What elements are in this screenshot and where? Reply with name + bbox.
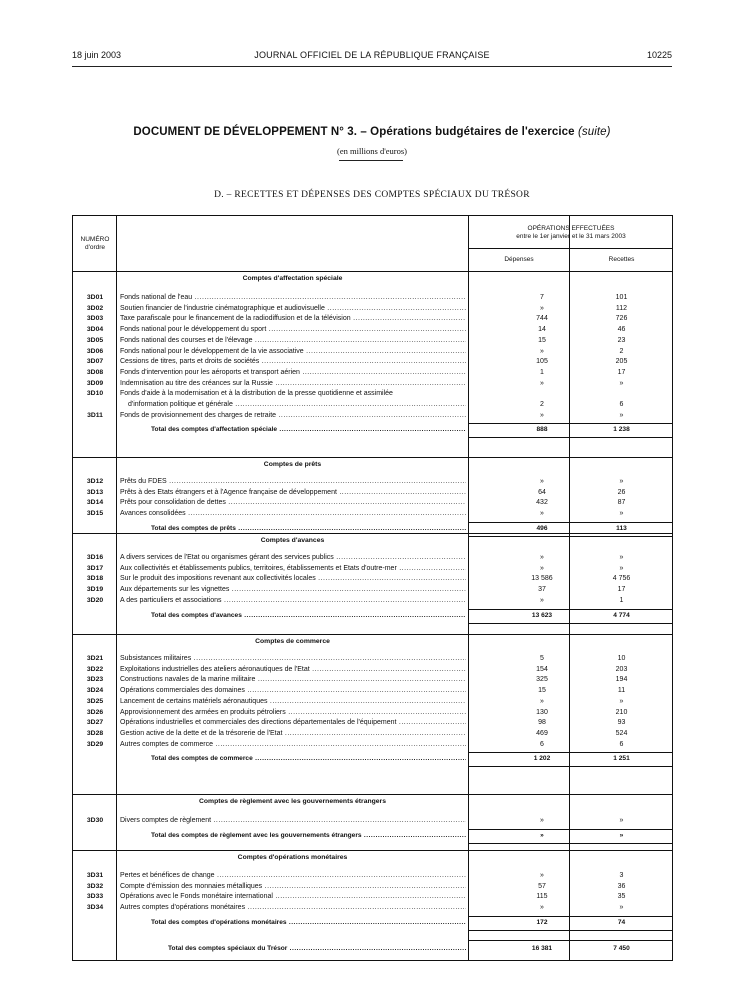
total-recettes: 74 (617, 918, 626, 926)
recettes-value: » (619, 817, 624, 824)
total-depenses: 172 (536, 918, 548, 926)
account-code: 3D15 (86, 510, 104, 518)
table-row (73, 574, 673, 585)
depenses-value: » (540, 510, 544, 518)
depenses-value: » (540, 697, 544, 705)
account-label: Fonds national de l'eau ..... (120, 293, 466, 303)
account-code: 3D13 (86, 488, 104, 496)
depenses-value: 13 586 (531, 575, 553, 583)
table-row (73, 903, 673, 914)
table-row (73, 304, 673, 315)
depenses-value: 6 (540, 740, 544, 748)
table-row (73, 553, 673, 564)
account-label: Subsistances militaires ..... (120, 654, 466, 664)
recettes-value: 205 (615, 358, 628, 366)
depenses-value: » (540, 872, 544, 879)
depenses-value: 64 (538, 488, 546, 496)
account-label: Cessions de titres, parts et droits de sociétés ..... (120, 357, 466, 367)
recettes-value: » (619, 478, 624, 485)
recettes-value: 203 (615, 665, 628, 673)
total-row (73, 425, 673, 436)
column-header-operations-line1: OPÉRATIONS EFFECTUÉES (527, 225, 615, 232)
column-header-recettes: Recettes (608, 256, 635, 263)
total-row (73, 831, 673, 842)
account-code: 3D28 (86, 729, 104, 737)
table-row (73, 498, 673, 509)
account-label: Autres comptes d'opérations monétaires ..... (120, 903, 466, 913)
table-row (73, 585, 673, 596)
total-label: Total des comptes d'affectation spéciale ..... (151, 425, 466, 435)
total-rule-top (468, 916, 673, 917)
total-row (73, 918, 673, 929)
depenses-value: 57 (538, 882, 546, 890)
account-code: 3D10 (86, 390, 104, 398)
table-row (73, 740, 673, 751)
column-header-number-line1: NUMÉRO (80, 236, 110, 243)
recettes-value: 6 (619, 740, 624, 748)
depenses-value: » (540, 304, 544, 312)
table-row (73, 314, 673, 325)
section-title: Comptes de prêts (263, 461, 322, 468)
column-header-depenses: Dépenses (504, 256, 534, 263)
depenses-value: 37 (538, 586, 546, 594)
recettes-value: 35 (617, 893, 626, 901)
recettes-value: 46 (617, 326, 626, 334)
account-label: Approvisionnement des armées en produits pétroliers ..... (120, 708, 466, 718)
recettes-value: 10 (617, 655, 626, 662)
unit-note: (en millions d'euros) (337, 146, 407, 156)
account-label: Gestion active de la dette et de la trésorerie de l'Etat ..... (120, 729, 466, 739)
account-label: Prêts pour consolidation de dettes ..... (120, 498, 466, 508)
table-row (73, 686, 673, 697)
depenses-value: » (540, 904, 544, 912)
total-depenses: 13 623 (531, 611, 553, 619)
section-title: Comptes d'affectation spéciale (242, 275, 343, 282)
account-code: 3D06 (86, 347, 104, 355)
account-code: 3D20 (86, 596, 104, 604)
depenses-value: 1 (540, 368, 544, 376)
account-code: 3D34 (86, 904, 104, 912)
total-depenses: 888 (536, 426, 548, 434)
account-label: Taxe parafiscale pour le financement de la radiodiffusion et de la télévision ..... (120, 314, 466, 324)
section-title: Comptes d'opérations monétaires (237, 854, 348, 861)
account-code: 3D27 (86, 719, 104, 727)
table-row (73, 675, 673, 686)
account-label: Fonds d'aide à la modernisation et à la distribution de la presse quotidienne et assimilée (120, 390, 393, 398)
table-row (73, 708, 673, 719)
account-label: Constructions navales de la marine militaire ..... (120, 675, 466, 685)
recettes-value: 87 (617, 499, 626, 507)
recettes-value: 36 (617, 882, 626, 890)
account-label: Autres comptes de commerce ..... (120, 740, 466, 750)
account-label: Fonds national pour le développement de la vie associative ..... (120, 347, 466, 357)
account-label: Indemnisation au titre des créances sur la Russie ..... (120, 379, 466, 389)
table-row (73, 379, 673, 390)
account-label: Aux départements sur les vignettes ..... (120, 585, 466, 595)
account-label: Lancement de certains matériels aéronautiques ..... (120, 697, 466, 707)
total-rule-top (468, 609, 673, 610)
recettes-value: » (619, 904, 624, 912)
depenses-value: » (540, 478, 544, 485)
recettes-value: 3 (619, 872, 624, 879)
account-code: 3D18 (86, 575, 104, 583)
table-row (73, 654, 673, 665)
table-row (73, 477, 673, 488)
unit-rule (339, 160, 403, 161)
depenses-value: 14 (538, 326, 546, 334)
section-subtitle: D. – RECETTES ET DÉPENSES DES COMPTES SPÉCIAUX DU TRÉSOR (214, 190, 530, 200)
account-code: 3D32 (86, 882, 104, 890)
recettes-value: 17 (617, 586, 626, 594)
section-title: Comptes de commerce (255, 638, 330, 645)
account-code: 3D26 (86, 708, 104, 716)
recettes-value: 194 (615, 676, 628, 684)
depenses-value: » (540, 817, 544, 824)
total-rule-bottom (468, 623, 673, 624)
column-header-number-line2: d'ordre (84, 244, 106, 251)
depenses-value: 2 (540, 401, 544, 408)
account-code: 3D23 (86, 676, 104, 684)
account-label: Pertes et bénéfices de change ..... (120, 871, 466, 881)
document-title-main: DOCUMENT DE DÉVELOPPEMENT N° 3. – Opérations budgétaires de l'exercice (133, 126, 575, 138)
table-row (73, 509, 673, 520)
table-row-continuation (73, 400, 673, 411)
account-code: 3D12 (86, 478, 104, 485)
table-row (73, 816, 673, 827)
recettes-value: 93 (617, 719, 626, 727)
account-label: Prêts à des Etats étrangers et à l'Agence française de développement ..... (120, 488, 466, 498)
grand-total-recettes: 7 450 (613, 945, 630, 952)
table-row (73, 293, 673, 304)
table-row (73, 564, 673, 575)
column-header-operations-line2: entre le 1er janvier et le 31 mars 2003 (516, 233, 626, 240)
section-divider (73, 533, 673, 534)
account-code: 3D07 (86, 358, 104, 366)
recettes-value: 11 (617, 687, 626, 695)
depenses-value: 469 (536, 729, 548, 737)
total-label: Total des comptes de commerce ..... (151, 754, 466, 764)
account-code: 3D04 (86, 326, 104, 334)
total-recettes: 1 238 (613, 426, 630, 434)
column-header-operations (469, 225, 673, 241)
document-title-suffix: (suite) (577, 126, 611, 138)
section-divider (73, 794, 673, 795)
recettes-value: » (619, 697, 624, 705)
total-rule-bottom (468, 766, 673, 767)
section-divider (73, 457, 673, 458)
total-label: Total des comptes de prêts ..... (151, 524, 466, 534)
depenses-value: » (540, 564, 544, 572)
table-row (73, 389, 673, 400)
total-rule-top (468, 423, 673, 424)
account-label: A des particuliers et associations ..... (120, 596, 466, 606)
total-rule-bottom (468, 930, 673, 931)
account-code: 3D05 (86, 336, 104, 344)
table-row (73, 871, 673, 882)
depenses-value: 432 (536, 499, 548, 507)
recettes-value: 101 (615, 294, 628, 301)
table-row (73, 729, 673, 740)
total-recettes: 113 (616, 524, 627, 532)
account-code: 3D02 (86, 304, 104, 312)
account-code: 3D22 (86, 665, 104, 673)
recettes-value: 23 (617, 336, 626, 344)
recettes-value: 4 756 (612, 575, 631, 583)
account-code: 3D11 (87, 411, 103, 419)
total-label: Total des comptes d'opérations monétaires ..... (151, 918, 466, 928)
grand-total-depenses: 16 381 (531, 945, 553, 952)
total-rule-bottom (468, 843, 673, 844)
total-rule-top (468, 829, 673, 830)
total-recettes: 4 774 (613, 611, 630, 619)
table-row (73, 488, 673, 499)
table-row (73, 325, 673, 336)
account-code: 3D01 (86, 294, 104, 301)
table-row (73, 336, 673, 347)
grand-total-label: Total des comptes spéciaux du Trésor ..... (168, 944, 466, 954)
account-label: Opérations commerciales des domaines ..... (120, 686, 466, 696)
account-label: Avances consolidées ..... (120, 509, 466, 519)
account-label: Prêts du FDES ..... (120, 477, 466, 487)
total-recettes: 1 251 (613, 755, 630, 763)
recettes-value: 524 (615, 729, 628, 737)
table-row (73, 697, 673, 708)
table-row (73, 892, 673, 903)
account-code: 3D03 (86, 315, 104, 323)
document-title (72, 126, 672, 138)
header-rule (72, 66, 672, 67)
total-label: Total des comptes d'avances ..... (151, 611, 466, 621)
total-rule-bottom (468, 437, 673, 438)
total-rule-top (468, 522, 673, 523)
depenses-value: 7 (540, 294, 544, 301)
depenses-value: » (540, 554, 544, 561)
total-depenses: 496 (536, 524, 548, 532)
table-row (73, 411, 673, 422)
table-row (73, 368, 673, 379)
depenses-value: 744 (536, 315, 548, 323)
account-code: 3D16 (86, 554, 104, 561)
depenses-value: » (540, 411, 544, 419)
journal-title: JOURNAL OFFICIEL DE LA RÉPUBLIQUE FRANÇAISE (254, 50, 490, 60)
column-header-number (73, 236, 117, 252)
account-label-continuation: d'information politique et générale ..... (128, 400, 466, 410)
account-label: Fonds national pour le développement du sport ..... (120, 325, 466, 335)
table-row (73, 357, 673, 368)
account-label: Exploitations industrielles des ateliers aéronautiques de l'Etat ..... (120, 665, 466, 675)
total-row (73, 611, 673, 622)
recettes-value: » (619, 554, 624, 561)
grand-total-row (73, 944, 673, 955)
header-rule-ops (468, 248, 673, 249)
account-label: Soutien financier de l'industrie cinématographique et audiovisuelle ..... (120, 304, 466, 314)
depenses-value: 130 (536, 708, 548, 716)
table-row (73, 882, 673, 893)
depenses-value: 325 (536, 676, 548, 684)
section-divider (73, 634, 673, 635)
account-label: Fonds national des courses et de l'élevage ..... (120, 336, 466, 346)
section-divider (73, 850, 673, 851)
account-code: 3D21 (86, 655, 104, 662)
account-code: 3D29 (86, 740, 104, 748)
depenses-value: 15 (538, 687, 546, 695)
table-row (73, 665, 673, 676)
account-label: Sur le produit des impositions revenant aux collectivités locales ..... (120, 574, 466, 584)
depenses-value: 115 (536, 893, 548, 901)
total-label: Total des comptes de règlement avec les gouvernements étrangers ..... (151, 831, 466, 841)
account-label: Opérations avec le Fonds monétaire international ..... (120, 892, 466, 902)
recettes-value: » (619, 411, 624, 419)
recettes-value: 112 (615, 304, 628, 312)
account-label: Fonds d'intervention pour les aéroports et transport aérien ..... (120, 368, 466, 378)
table-row (73, 347, 673, 358)
recettes-value: 17 (617, 368, 626, 376)
account-code: 3D09 (86, 379, 104, 387)
account-code: 3D25 (86, 697, 104, 705)
account-code: 3D14 (86, 499, 104, 507)
recettes-value: 726 (615, 315, 628, 323)
depenses-value: 105 (536, 358, 548, 366)
total-row (73, 754, 673, 765)
recettes-value: » (619, 510, 624, 518)
total-rule-bottom (468, 536, 673, 537)
recettes-value: 6 (619, 401, 624, 408)
account-label: Divers comptes de règlement ..... (120, 816, 466, 826)
account-code: 3D31 (86, 872, 104, 879)
account-label: Compte d'émission des monnaies métalliques ..... (120, 882, 466, 892)
account-code: 3D30 (86, 817, 104, 824)
depenses-value: 5 (540, 655, 544, 662)
header-rule-bottom (73, 271, 673, 272)
depenses-value: » (540, 379, 544, 387)
recettes-value: 26 (617, 488, 626, 496)
accounts-table (72, 215, 673, 961)
account-label: A divers services de l'Etat ou organismes gérant des services publics ..... (120, 553, 466, 563)
total-depenses: » (540, 831, 544, 839)
total-recettes: » (619, 831, 624, 839)
page-header (72, 50, 672, 64)
account-label: Fonds de provisionnement des charges de retraite ..... (120, 411, 466, 421)
section-title: Comptes d'avances (260, 537, 325, 544)
recettes-value: » (619, 379, 624, 387)
account-code: 3D17 (86, 564, 104, 572)
total-depenses: 1 202 (533, 755, 551, 763)
depenses-value: » (540, 347, 544, 355)
table-row (73, 718, 673, 729)
recettes-value: 1 (619, 596, 624, 604)
account-code: 3D19 (86, 586, 104, 594)
depenses-value: 98 (538, 719, 546, 727)
depenses-value: 15 (538, 336, 546, 344)
account-label: Opérations industrielles et commerciales des directions départementales de l'équipement ..... (120, 718, 466, 728)
account-code: 3D33 (86, 893, 104, 901)
depenses-value: » (540, 596, 544, 604)
account-code: 3D08 (86, 368, 104, 376)
page-number: 10225 (646, 50, 672, 60)
account-label: Aux collectivités et établissements publics, territoires, établissements et Etats d'outre-mer ..... (120, 564, 466, 574)
grand-total-rule (468, 940, 673, 941)
recettes-value: 210 (615, 708, 628, 716)
account-code: 3D24 (86, 687, 104, 695)
recettes-value: » (619, 564, 624, 572)
recettes-value: 2 (619, 347, 624, 355)
section-title: Comptes de règlement avec les gouvernements étrangers (199, 798, 386, 805)
table-row (73, 596, 673, 607)
depenses-value: 154 (536, 665, 548, 673)
total-rule-top (468, 752, 673, 753)
page-date: 18 juin 2003 (72, 50, 122, 60)
